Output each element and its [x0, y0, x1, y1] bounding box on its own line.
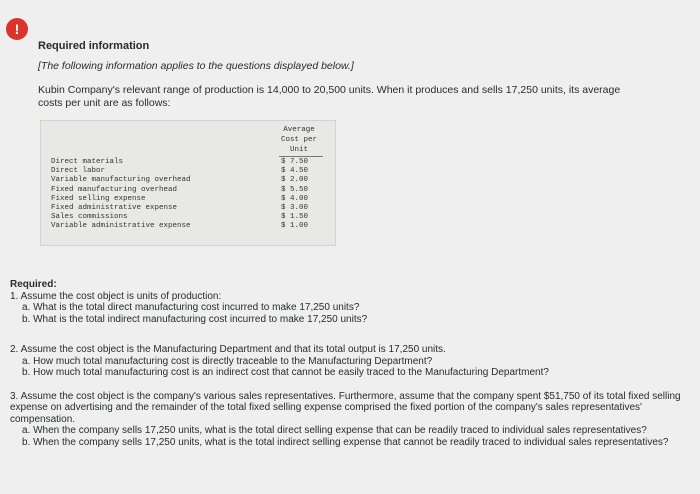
- row-label: Variable manufacturing overhead: [51, 176, 191, 185]
- column-header-line: Unit: [289, 146, 308, 154]
- question-part-a: a. How much total manufacturing cost is directly traceable to the Manufacturing Department?: [22, 355, 433, 367]
- header-underline: [279, 156, 323, 157]
- question-3: [10, 391, 694, 449]
- question-part-a: a. When the company sells 17,250 units, what is the total direct selling expense that can be readily traced to individual sales representatives?: [22, 425, 647, 436]
- question-part-a: a. What is the total direct manufacturing cost incurred to make 17,250 units?: [22, 302, 360, 313]
- row-value: $ 3.00: [281, 204, 309, 213]
- question-part-b: b. How much total manufacturing cost is an indirect cost that cannot be easily traced to the Manufacturing Department?: [22, 367, 549, 378]
- row-value: $ 1.00: [281, 222, 309, 231]
- row-value: $ 2.00: [281, 176, 309, 185]
- row-value: $ 4.50: [281, 167, 309, 176]
- question-part-b: b. What is the total indirect manufacturing cost incurred to make 17,250 units?: [22, 313, 368, 325]
- question-part-b: b. When the company sells 17,250 units, what is the total indirect selling expense that cannot be readily traced to individual sales representatives?: [22, 436, 669, 448]
- intro-paragraph: Kubin Company's relevant range of production is 14,000 to 20,500 units. When it produces and sells 17,250 units, its average costs per unit are as follows:: [38, 84, 621, 109]
- question-text: 3. Assume the cost object is the company's various sales representatives. Furthermore, assume that the company spent $51,750 of its total fixed selling expense on advertising and the remainder of the total fixed selling expense comprised the fixed portion of the company's sales representatives' compensation.: [10, 390, 681, 425]
- question-2: [10, 344, 694, 379]
- intro-section: [38, 40, 678, 110]
- question-1: [10, 291, 694, 326]
- column-header-line: Average: [283, 126, 315, 134]
- table-column-header: [273, 125, 325, 155]
- row-value: $ 1.50: [281, 213, 309, 222]
- info-note: [The following information applies to the questions displayed below.]: [38, 60, 354, 72]
- row-values: [281, 158, 308, 232]
- row-label: Fixed manufacturing overhead: [51, 185, 178, 194]
- required-information-title: Required information: [38, 40, 150, 52]
- exclamation-icon: !: [6, 18, 28, 40]
- question-text: 1. Assume the cost object is units of production:: [10, 290, 222, 302]
- row-value: $ 5.50: [281, 185, 309, 194]
- row-value: $ 7.50: [281, 158, 309, 166]
- row-label: Fixed selling expense: [51, 194, 146, 203]
- row-labels: [51, 158, 191, 232]
- row-label: Direct labor: [51, 167, 106, 176]
- average-cost-table: [40, 120, 336, 246]
- questions-section: [10, 279, 694, 448]
- row-label: Sales commissions: [51, 213, 128, 222]
- row-label: Direct materials: [51, 158, 124, 166]
- column-header-line: Cost per: [280, 136, 317, 144]
- row-label: Variable administrative expense: [51, 222, 191, 231]
- row-value: $ 4.00: [281, 194, 309, 203]
- question-text: 2. Assume the cost object is the Manufacturing Department and that its total output is 17,250 units.: [10, 344, 446, 355]
- required-heading: Required:: [10, 279, 57, 290]
- row-label: Fixed administrative expense: [51, 204, 178, 213]
